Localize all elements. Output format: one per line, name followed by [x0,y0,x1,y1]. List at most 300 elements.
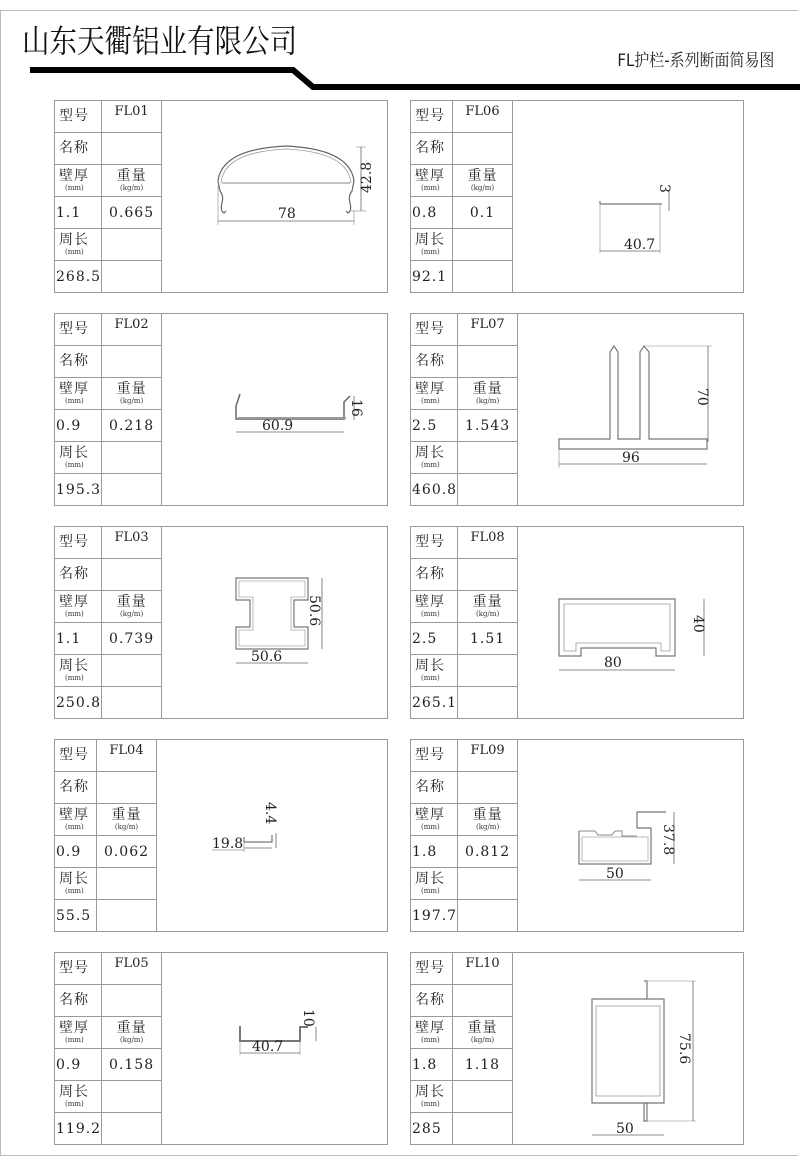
wall-thickness-label-cell [55,591,102,623]
perimeter-label: 周长 [415,658,445,674]
weight-value: 1.18 [464,1056,501,1073]
wall-thickness-value-cell [55,197,102,229]
perimeter-blank-cell [102,1081,162,1113]
name-label-cell [411,133,453,165]
cross-section-icon [512,101,743,292]
model-value: FL06 [465,103,500,119]
blank-cell [102,1113,162,1145]
cross-section-icon [512,953,743,1144]
profile-cross-section-drawing [512,740,743,931]
wall-thickness-value: 2.5 [412,630,438,647]
width-dimension: 40.7 [252,1039,284,1055]
name-label: 名称 [415,140,445,156]
blank-cell [458,687,518,719]
height-dimension: 40 [690,615,706,633]
perimeter-value: 195.3 [56,481,102,498]
height-dimension: 16 [348,399,364,417]
width-dimension: 50.6 [251,649,283,665]
weight-value: 0.739 [109,630,155,647]
width-dimension: 78 [278,206,296,222]
width-dimension: 40.7 [624,237,656,253]
wall-thickness-label-cell [411,804,458,836]
perimeter-label-cell [55,229,102,261]
company-name: 山东天衢铝业有限公司 [22,22,298,60]
model-label-cell [411,953,453,985]
weight-label-cell [102,165,162,197]
weight-label: 重量 [116,594,147,610]
wall-unit: (mm) [65,184,84,192]
model-value: FL02 [114,316,149,332]
perimeter-unit: (mm) [65,887,84,895]
weight-value-cell [458,623,518,655]
model-label: 型号 [415,747,445,763]
model-label-cell [55,101,102,133]
model-value: FL10 [465,955,500,971]
name-label-cell [55,559,102,591]
weight-label-cell [458,804,518,836]
model-label: 型号 [415,534,445,550]
profile-card [410,313,744,506]
name-label-cell [411,772,458,804]
height-dimension: 4.4 [262,802,278,825]
weight-unit: (kg/m) [470,184,495,192]
model-label: 型号 [59,321,89,337]
height-dimension: 37.8 [660,824,676,856]
model-value-cell [102,953,162,985]
perimeter-blank-cell [97,868,157,900]
model-value: FL07 [470,316,505,332]
profile-cross-section-drawing [156,953,387,1144]
blank-cell [102,687,162,719]
perimeter-blank-cell [102,442,162,474]
name-value-cell [458,346,518,378]
model-value: FL04 [109,742,144,758]
perimeter-value-cell [55,900,97,932]
perimeter-label: 周长 [415,232,445,248]
cross-section-icon [156,314,387,505]
perimeter-value-cell [55,687,102,719]
name-value-cell [453,133,513,165]
perimeter-label: 周长 [59,232,89,248]
perimeter-label: 周长 [59,445,89,461]
model-label: 型号 [415,960,445,976]
wall-thickness-label: 壁厚 [415,594,445,610]
wall-thickness-label: 壁厚 [59,1020,89,1036]
wall-unit: (mm) [65,397,84,405]
wall-unit: (mm) [421,184,440,192]
model-label: 型号 [59,534,89,550]
profile-spec-table [55,740,157,931]
height-dimension: 42.8 [359,161,375,193]
wall-unit: (mm) [65,1036,84,1044]
weight-label-cell [97,804,157,836]
name-label: 名称 [415,992,445,1008]
name-label: 名称 [59,140,89,156]
wall-thickness-value-cell [411,623,458,655]
weight-value: 0.665 [109,204,155,221]
blank-cell [458,900,518,932]
name-label-cell [411,346,458,378]
wall-thickness-value: 0.9 [56,417,82,434]
profile-spec-table [55,953,162,1144]
profile-cross-section-drawing [156,740,387,931]
name-value-cell [97,772,157,804]
model-value: FL05 [114,955,149,971]
blank-cell [453,261,513,293]
perimeter-label-cell [411,229,453,261]
profile-cross-section-drawing [512,314,743,505]
perimeter-value: 268.5 [56,268,102,285]
profile-spec-table [411,314,518,505]
weight-value-cell [458,836,518,868]
profile-spec-table [55,314,162,505]
model-label: 型号 [59,960,89,976]
weight-value: 1.51 [470,630,506,647]
weight-unit: (kg/m) [120,184,144,192]
height-dimension: 10 [300,1009,316,1027]
weight-label: 重量 [116,1020,147,1036]
weight-value-cell [102,197,162,229]
wall-thickness-value: 1.8 [412,843,438,860]
name-label: 名称 [59,779,89,795]
profile-spec-table [411,527,518,718]
wall-thickness-value-cell [55,836,97,868]
model-value-cell [97,740,157,772]
cross-section-icon [156,740,387,931]
weight-unit: (kg/m) [120,610,144,618]
blank-cell [102,474,162,506]
weight-unit: (kg/m) [120,1036,144,1044]
weight-value-cell [102,623,162,655]
perimeter-unit: (mm) [65,248,84,256]
model-label: 型号 [415,108,445,124]
weight-value: 0.812 [465,843,511,860]
name-value-cell [102,133,162,165]
weight-unit: (kg/m) [470,1036,495,1044]
perimeter-value: 197.7 [412,907,458,924]
cross-section-icon [156,101,387,292]
wall-thickness-value-cell [411,836,458,868]
weight-label-cell [102,378,162,410]
perimeter-value-cell [55,474,102,506]
profile-cross-section-drawing [156,101,387,292]
name-label: 名称 [59,992,89,1008]
profile-card [410,100,744,293]
perimeter-value-cell [55,1113,102,1145]
model-value: FL03 [114,529,149,545]
weight-unit: (kg/m) [476,823,500,831]
weight-value-cell [458,410,518,442]
cross-section-icon [156,527,387,718]
wall-unit: (mm) [65,610,84,618]
name-label-cell [411,559,458,591]
weight-value: 0.218 [109,417,155,434]
wall-unit: (mm) [421,823,440,831]
weight-value: 1.543 [465,417,511,434]
profile-cross-section-drawing [512,101,743,292]
perimeter-value-cell [411,900,458,932]
wall-thickness-label: 壁厚 [59,807,89,823]
wall-thickness-label: 壁厚 [415,807,445,823]
weight-label-cell [458,378,518,410]
model-value-cell [453,101,513,133]
name-value-cell [102,559,162,591]
height-dimension: 75.6 [676,1033,692,1065]
perimeter-unit: (mm) [421,887,440,895]
perimeter-value-cell [411,261,453,293]
weight-label: 重量 [472,807,503,823]
width-dimension: 50 [616,1121,634,1137]
profile-card [54,952,388,1145]
wall-thickness-value: 1.1 [56,630,82,647]
model-value-cell [458,740,518,772]
profile-spec-table [55,101,162,292]
blank-cell [458,474,518,506]
weight-label-cell [453,165,513,197]
model-value: FL01 [114,103,149,119]
profile-spec-table [411,101,513,292]
perimeter-label-cell [411,1081,453,1113]
perimeter-value: 92.1 [412,268,448,285]
width-dimension: 96 [622,450,640,466]
weight-value-cell [102,1049,162,1081]
wall-thickness-value: 1.1 [56,204,82,221]
model-value: FL09 [470,742,505,758]
weight-label-cell [102,1017,162,1049]
model-value-cell [102,314,162,346]
profile-card [410,952,744,1145]
weight-label: 重量 [467,168,498,184]
wall-thickness-value: 0.9 [56,1056,82,1073]
wall-thickness-label-cell [411,591,458,623]
model-value-cell [102,527,162,559]
weight-label: 重量 [467,1020,498,1036]
wall-thickness-label: 壁厚 [59,168,89,184]
weight-label-cell [102,591,162,623]
profile-cross-section-drawing [512,527,743,718]
weight-unit: (kg/m) [114,823,139,831]
profile-card [54,100,388,293]
perimeter-label-cell [55,442,102,474]
wall-thickness-value: 2.5 [412,417,438,434]
height-dimension: 70 [694,388,710,406]
weight-value-cell [453,197,513,229]
model-value: FL08 [470,529,505,545]
wall-thickness-value-cell [55,623,102,655]
wall-thickness-label-cell [411,165,453,197]
perimeter-unit: (mm) [421,1100,440,1108]
wall-thickness-value: 0.9 [56,843,82,860]
weight-label: 重量 [116,168,147,184]
wall-thickness-label: 壁厚 [415,381,445,397]
perimeter-unit: (mm) [65,461,84,469]
name-label: 名称 [415,779,445,795]
model-label-cell [411,314,458,346]
cross-section-icon [512,527,743,718]
model-label: 型号 [59,108,89,124]
profile-card [410,526,744,719]
perimeter-label: 周长 [415,445,445,461]
perimeter-value: 250.8 [56,694,102,711]
weight-unit: (kg/m) [476,610,500,618]
perimeter-unit: (mm) [421,674,440,682]
wall-unit: (mm) [421,610,440,618]
weight-label: 重量 [116,381,147,397]
name-label-cell [55,133,102,165]
profile-spec-table [55,527,162,718]
weight-value: 0.158 [109,1056,155,1073]
perimeter-blank-cell [458,655,518,687]
name-label: 名称 [415,353,445,369]
weight-value-cell [453,1049,513,1081]
wall-thickness-value-cell [411,1049,453,1081]
wall-thickness-label-cell [55,378,102,410]
perimeter-label-cell [55,1081,102,1113]
wall-thickness-label-cell [55,165,102,197]
perimeter-blank-cell [453,229,513,261]
name-value-cell [453,985,513,1017]
model-label-cell [411,740,458,772]
weight-label: 重量 [111,807,142,823]
wall-thickness-label: 壁厚 [415,168,445,184]
name-value-cell [102,346,162,378]
weight-value-cell [97,836,157,868]
perimeter-unit: (mm) [421,461,440,469]
model-label-cell [411,527,458,559]
blank-cell [102,261,162,293]
wall-thickness-label-cell [55,1017,102,1049]
model-label-cell [55,740,97,772]
wall-unit: (mm) [421,1036,440,1044]
wall-thickness-label-cell [55,804,97,836]
perimeter-label-cell [411,655,458,687]
wall-thickness-value: 1.8 [412,1056,438,1073]
perimeter-value-cell [411,687,458,719]
wall-thickness-value-cell [411,410,458,442]
blank-cell [97,900,157,932]
weight-label-cell [458,591,518,623]
model-value-cell [458,527,518,559]
perimeter-value-cell [411,1113,453,1145]
name-value-cell [458,559,518,591]
document-subtitle: FL护栏-系列断面简易图 [617,51,774,71]
width-dimension: 19.8 [212,836,244,852]
wall-thickness-value-cell [411,197,453,229]
weight-value-cell [102,410,162,442]
cross-section-icon [156,953,387,1144]
name-label: 名称 [59,566,89,582]
wall-thickness-label: 壁厚 [415,1020,445,1036]
profile-cross-section-drawing [156,527,387,718]
perimeter-label: 周长 [415,871,445,887]
perimeter-label: 周长 [59,1084,89,1100]
name-value-cell [458,772,518,804]
model-label-cell [55,953,102,985]
wall-thickness-label-cell [411,378,458,410]
width-dimension: 80 [604,655,622,671]
profile-cross-section-drawing [512,953,743,1144]
perimeter-value: 265.1 [412,694,458,711]
profile-card [410,739,744,932]
perimeter-label-cell [411,442,458,474]
weight-unit: (kg/m) [120,397,144,405]
perimeter-label-cell [55,655,102,687]
name-label: 名称 [59,353,89,369]
model-value-cell [458,314,518,346]
wall-thickness-value-cell [55,1049,102,1081]
profile-cross-section-drawing [156,314,387,505]
weight-label: 重量 [472,381,503,397]
name-label: 名称 [415,566,445,582]
profile-spec-table [411,740,518,931]
perimeter-value: 285 [412,1120,442,1137]
weight-unit: (kg/m) [476,397,500,405]
perimeter-blank-cell [453,1081,513,1113]
width-dimension: 60.9 [262,418,294,434]
model-label: 型号 [415,321,445,337]
weight-value: 0.062 [103,843,150,860]
blank-cell [453,1113,513,1145]
model-value-cell [102,101,162,133]
profile-card [54,739,388,932]
profile-card [54,313,388,506]
height-dimension: 50.6 [306,595,322,627]
perimeter-value: 55.5 [56,907,92,924]
width-dimension: 50 [606,866,624,882]
weight-label: 重量 [472,594,503,610]
profile-spec-table [411,953,513,1144]
model-label-cell [55,314,102,346]
perimeter-unit: (mm) [421,248,440,256]
perimeter-value: 460.8 [412,481,458,498]
perimeter-blank-cell [458,868,518,900]
cross-section-icon [512,314,743,505]
perimeter-unit: (mm) [65,674,84,682]
name-label-cell [55,985,102,1017]
perimeter-label-cell [55,868,97,900]
wall-unit: (mm) [65,823,84,831]
weight-label-cell [453,1017,513,1049]
profile-card [54,526,388,719]
perimeter-blank-cell [102,655,162,687]
wall-thickness-label-cell [411,1017,453,1049]
model-label: 型号 [59,747,89,763]
perimeter-value-cell [55,261,102,293]
wall-thickness-label: 壁厚 [59,381,89,397]
height-dimension: 3 [656,184,672,193]
perimeter-blank-cell [102,229,162,261]
model-label-cell [411,101,453,133]
name-label-cell [55,346,102,378]
perimeter-value: 119.2 [56,1120,102,1137]
cross-section-icon [512,740,743,931]
perimeter-label: 周长 [59,871,89,887]
name-label-cell [411,985,453,1017]
name-label-cell [55,772,97,804]
wall-thickness-value-cell [55,410,102,442]
perimeter-unit: (mm) [65,1100,84,1108]
perimeter-label-cell [411,868,458,900]
wall-thickness-value: 0.8 [412,204,438,221]
name-value-cell [102,985,162,1017]
model-label-cell [55,527,102,559]
wall-thickness-label: 壁厚 [59,594,89,610]
perimeter-label: 周长 [59,658,89,674]
wall-unit: (mm) [421,397,440,405]
weight-value: 0.1 [469,204,496,221]
model-value-cell [453,953,513,985]
perimeter-value-cell [411,474,458,506]
